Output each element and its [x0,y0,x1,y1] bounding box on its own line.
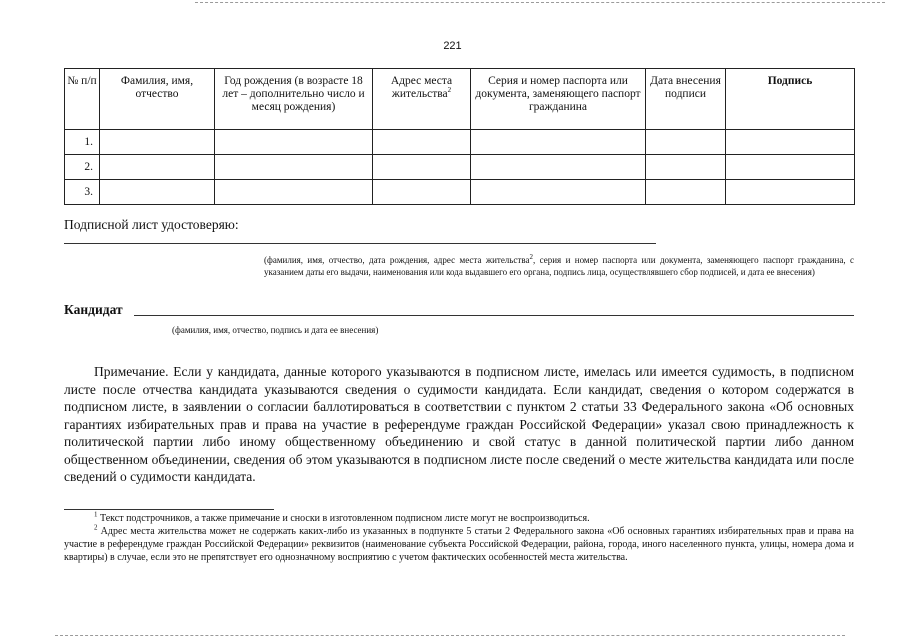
footnote-ref: 2 [447,86,452,95]
cell-signature-date [646,180,726,205]
cell-signature-date [646,130,726,155]
footnote-marker: 1 [94,510,98,519]
cell-birth-year [215,180,373,205]
candidate-line [134,315,854,316]
header-signature-date: Дата внесения подписи [646,69,726,130]
row-number: 3. [65,180,100,205]
cell-address [373,155,471,180]
header-signature: Подпись [726,69,855,130]
table-header-row [65,69,855,130]
footnote-marker: 2 [94,523,98,532]
row-number: 1. [65,130,100,155]
bottom-page-edge [55,635,845,636]
footnote-ref: 2 [529,253,533,261]
table-row [65,130,855,155]
footnote-2: $^2$ Адрес места жительства может не содержать каких-либо из указанных в подпункте 5 статьи 2 Федерального закона «Об основных гарантиях избирательных прав и права на участие в референдуме граждан Российской Федерации» реквизитов (наименование субъекта Российской Федерации, района, города, иного населенного пункта, улицы, номера дома и квартиры) в случае, если это не препятствует его однозначному восприятию с учетом фактических особенностей места жительства. [64,523,854,563]
header-full-name: Фамилия, имя, отчество [100,69,215,130]
cell-signature [726,155,855,180]
candidate-label: Кандидат [64,302,123,317]
footnote-1: $^1$ Текст подстрочников, а также примечание и сноски в изготовленном подписном листе могут не воспроизводиться. [94,510,590,524]
page-number: 221 [443,40,462,52]
header-passport: Серия и номер паспорта или документа, заменяющего паспорт гражданина [471,69,646,130]
certification-label: Подписной лист удостоверяю: [64,217,239,232]
cell-signature [726,130,855,155]
cell-passport [471,155,646,180]
header-number: № п/п [65,69,100,130]
table-row [65,180,855,205]
cell-signature [726,180,855,205]
cell-address [373,130,471,155]
cell-full-name [100,155,215,180]
certification-caption: (фамилия, имя, отчество, дата рождения, адрес места жительства$^2$, серия и номер паспорта или документа, заменяющего паспорт гражданина, с указанием даты его выдачи, наименования или кода выдавшего его органа, подпись лица, осуществлявшего сбор подписей, и дата ее внесения) [264,253,854,277]
cell-birth-year [215,155,373,180]
footnotes [64,512,854,564]
header-address: Адрес места жительства$^2$ [373,69,471,130]
top-page-edge [195,2,885,3]
header-birth-year: Год рождения (в возрасте 18 лет – дополнительно число и месяц рождения) [215,69,373,130]
row-number: 2. [65,155,100,180]
cell-address [373,180,471,205]
table-row [65,155,855,180]
note-paragraph: Примечание. Если у кандидата, данные которого указываются в подписном листе, имелась или имеется судимость, в подписном листе после отчества кандидата указываются сведения о судимости кандидата. Если кандидат, сведения о котором содержатся в подписном листе, в заявлении о согласии баллотироваться в соответствии с пунктом 2 статьи 33 Федерального закона «Об основных гарантиях избирательных прав и права на участие в референдуме граждан Российской Федерации» указал свою принадлежность к политической партии либо иному общественному объединению и свой статус в данной политической партии либо данном общественном объединении, сведения об этом указываются в подписном листе после сведений о месте жительства кандидата или после сведений о судимости кандидата. [64,364,854,484]
cell-passport [471,130,646,155]
cell-passport [471,180,646,205]
candidate-caption: (фамилия, имя, отчество, подпись и дата ее внесения) [172,325,379,335]
signature-table [64,68,855,205]
cell-birth-year [215,130,373,155]
certification-line [64,243,656,244]
cell-signature-date [646,155,726,180]
cell-full-name [100,130,215,155]
cell-full-name [100,180,215,205]
